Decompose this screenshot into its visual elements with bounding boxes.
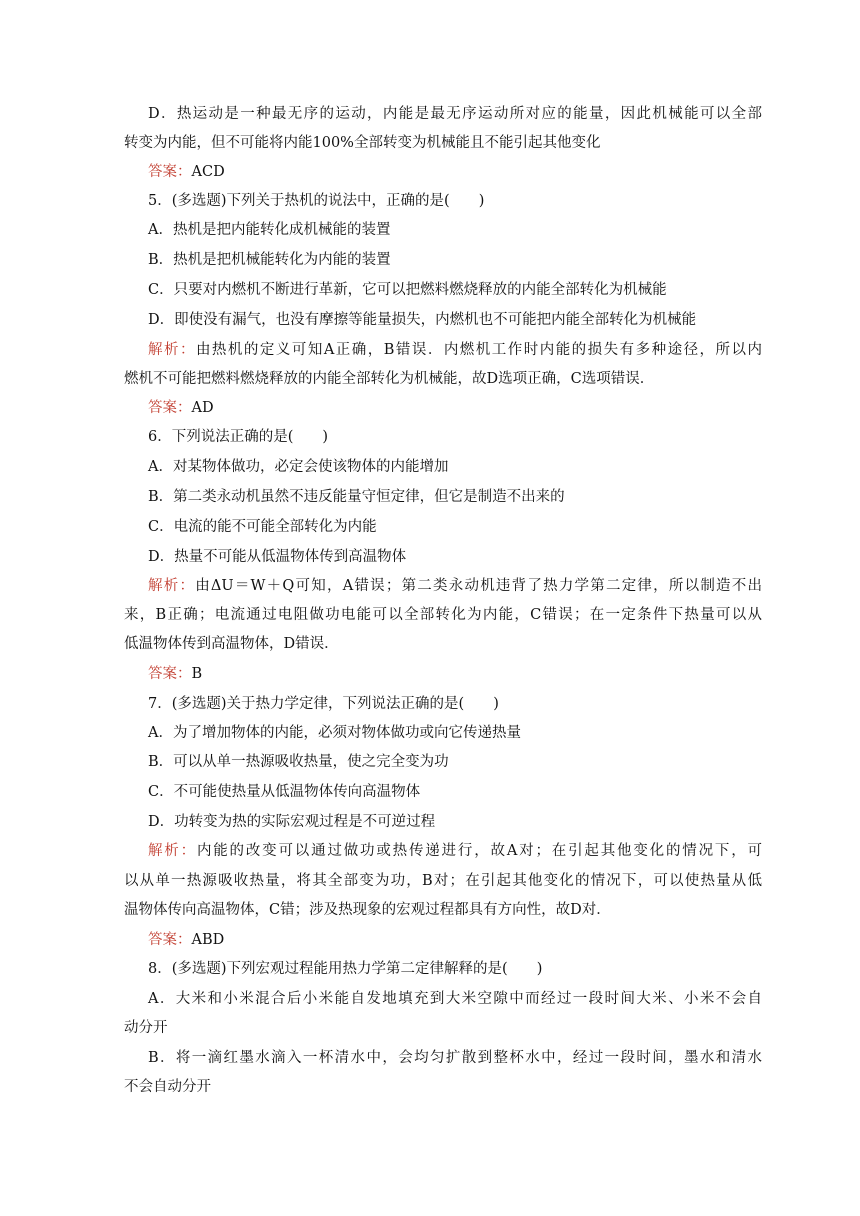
explanation-label: 解析： (148, 342, 196, 358)
q8-option-b-line-1: B．将一滴红墨水滴入一杯清水中，会均匀扩散到整杯水中，经过一段时间，墨水和清水 (148, 1050, 762, 1066)
q4-option-d-line-1: D．热运动是一种最无序的运动，内能是最无序运动所对应的能量，因此机械能可以全部 (148, 106, 762, 122)
q7-option-d: D．功转变为热的实际宏观过程是不可逆过程 (148, 814, 436, 830)
q8-option-b-line-2: 不会自动分开 (124, 1079, 211, 1095)
q6-option-b: B．第二类永动机虽然不违反能量守恒定律，但它是制造不出来的 (148, 489, 565, 505)
q4-option-d-line-2: 转变为内能，但不可能将内能100%全部转变为机械能且不能引起其他变化 (124, 135, 601, 151)
q6-answer (148, 664, 202, 684)
answer-label: 答案： (148, 666, 192, 682)
q7-option-b: B．可以从单一热源吸收热量，使之完全变为功 (148, 754, 449, 770)
q5-option-c: C．只要对内燃机不断进行革新，它可以把燃料燃烧释放的内能全部转化为机械能 (148, 282, 667, 298)
q5-explanation-line-2: 燃机不可能把燃料燃烧释放的内能全部转化为机械能，故D选项正确，C选项错误． (124, 371, 655, 387)
q7-answer (148, 930, 224, 950)
answer-value: ABD (191, 932, 225, 948)
q7-explanation-line-3: 温物体传向高温物体，C错；涉及热现象的宏观过程都具有方向性，故D对． (124, 902, 611, 918)
q6-option-a: A．对某物体做功，必定会使该物体的内能增加 (148, 459, 449, 475)
explanation-label: 解析： (148, 578, 196, 594)
answer-value: ACD (191, 164, 225, 180)
answer-label: 答案： (148, 400, 192, 416)
q6-option-d: D．热量不可能从低温物体传到高温物体 (148, 549, 407, 565)
answer-label: 答案： (148, 164, 192, 180)
q7-explanation-line-1: 解析：内能的改变可以通过做功或热传递进行，故A对；在引起其他变化的情况下，可 (148, 843, 763, 859)
q5-answer (148, 398, 214, 418)
q7-stem: 7．(多选题)关于热力学定律，下列说法正确的是( ) (148, 696, 499, 712)
q6-option-c: C．电流的能不可能全部转化为内能 (148, 519, 377, 535)
q4-answer (148, 162, 225, 182)
q7-option-c: C．不可能使热量从低温物体传向高温物体 (148, 784, 421, 800)
q6-explanation-line-1: 解析：由ΔU＝W＋Q可知，A错误；第二类永动机违背了热力学第二定律，所以制造不出 (148, 578, 763, 594)
q6-stem: 6．下列说法正确的是( ) (148, 429, 329, 445)
q7-explanation-line-2: 以从单一热源吸收热量，将其全部变为功，B对；在引起其他变化的情况下，可以使热量从低 (124, 873, 762, 889)
q8-stem: 8．(多选题)下列宏观过程能用热力学第二定律解释的是( ) (148, 961, 543, 977)
q5-option-a: A．热机是把内能转化成机械能的装置 (148, 222, 391, 238)
q8-option-a-line-1: A．大米和小米混合后小米能自发地填充到大米空隙中而经过一段时间大米、小米不会自 (148, 991, 762, 1007)
q8-option-a-line-2: 动分开 (124, 1020, 168, 1036)
answer-value: AD (191, 400, 214, 416)
q6-explanation-line-3: 低温物体传到高温物体，D错误． (124, 636, 339, 652)
q7-option-a: A．为了增加物体的内能，必须对物体做功或向它传递热量 (148, 725, 521, 741)
q6-explanation-line-2: 来，B正确；电流通过电阻做功电能可以全部转化为内能，C错误；在一定条件下热量可以从 (124, 607, 762, 623)
answer-label: 答案： (148, 932, 192, 948)
q5-stem: 5．(多选题)下列关于热机的说法中，正确的是( ) (148, 193, 485, 209)
answer-value: B (191, 666, 203, 682)
q5-option-b: B．热机是把机械能转化为内能的装置 (148, 252, 391, 268)
q5-explanation-line-1: 解析：由热机的定义可知A正确，B错误．内燃机工作时内能的损失有多种途径，所以内 (148, 342, 763, 358)
explanation-label: 解析： (148, 843, 197, 859)
q5-option-d: D．即使没有漏气，也没有摩擦等能量损失，内燃机也不可能把内能全部转化为机械能 (148, 312, 697, 328)
